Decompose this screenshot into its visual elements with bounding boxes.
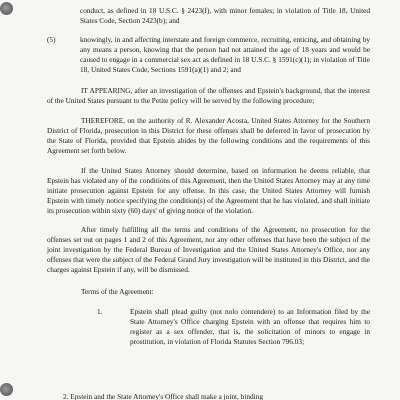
item-4-continuation xyxy=(47,6,370,26)
paragraph-it-appearing: IT APPEARING, after an investigation of the offenses and Epstein's background, that the interest of the United States pursuant to the Petite policy will be served by the following procedure; xyxy=(47,86,370,106)
term-1 xyxy=(47,307,370,347)
punch-hole-top xyxy=(0,2,13,15)
term-1-text: Epstein shall plead guilty (not nolo contendere) to an Information filed by the State Attorney's Office charging Epstein with an offense that requires him to register as a sex offender, that is, the solicitation of minors to engage in prostitution, in violation of Florida Statutes Section 796.03; xyxy=(130,306,370,346)
item-5-number: (5) xyxy=(47,34,56,44)
terms-heading: Terms of the Agreement: xyxy=(81,286,154,296)
term-2-partial: 2. Epstein and the State Attorney's Office shall make a joint, binding xyxy=(63,392,263,400)
term-1-number: 1. xyxy=(97,306,103,316)
document-body xyxy=(47,6,370,354)
paragraph-after: After timely fulfilling all the terms and conditions of the Agreement, no prosecution for the offenses set out on pages 1 and 2 of this Agreement, nor any other offenses that have been the subject of the joint investigation by the Federal Bureau of Investigation and the United States Attorney's Office, nor any offenses that were the subject of the Federal Grand Jury investigation will be instituted in this District, and the charges against Epstein if any, will be dismissed. xyxy=(47,225,370,275)
paragraph-therefore: THEREFORE, on the authority of R. Alexander Acosta, United States Attorney for the Southern District of Florida, prosecution in this District for these offenses shall be deferred in favor of prosecution by the State of Florida, provided that Epstein abides by the following conditions and the requirements of this Agreement set forth below. xyxy=(47,116,370,155)
item-5-text: knowingly, in and affecting interstate and foreign commerce, recruiting, enticing, and obtaining by any means a person, knowing that the person had not attained the age of 18 years and would be caused to engage in a commercial sex act as defined in 18 U.S.C. § 1591(c)(1); in violation of Title 18, United States Code, Sections 1591(a)(1) and 2; and xyxy=(80,34,370,74)
item-4-text: conduct, as defined in 18 U.S.C. § 2423(f), with minor females; in violation of Title 18, United States Code, Section 2423(b); and xyxy=(80,6,370,25)
punch-hole-bottom xyxy=(0,383,13,396)
item-5 xyxy=(47,35,370,75)
paragraph-if: If the United States Attorney should determine, based on information he deems reliable, that Epstein has violated any of the conditions of this Agreement, then the United States Attorney may at any time initiate prosecution against Epstein for any offense. In this case, the United States Attorney will furnish Epstein with timely notice specifying the condition(s) of the Agreement that he has violated, and shall initiate its prosecution within sixty (60) days' of giving notice of the violation. xyxy=(47,165,370,215)
